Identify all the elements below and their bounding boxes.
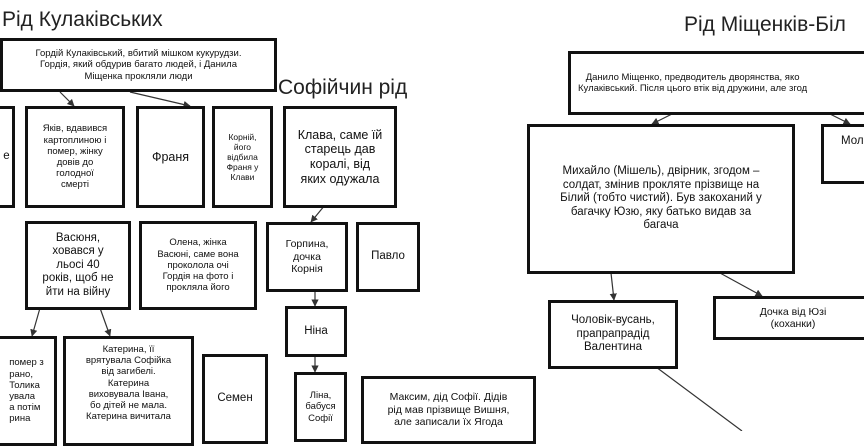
node-kornii bbox=[212, 106, 273, 208]
link-vasyunya-kateryna bbox=[100, 308, 110, 336]
node-yakiv bbox=[25, 106, 125, 208]
link-cholovik-down bbox=[656, 367, 742, 431]
node-vasyunya-text: Васюня, ховався у льосі 40 років, щоб не йти на війну bbox=[42, 231, 114, 298]
node-mol bbox=[821, 124, 864, 184]
node-mol-text: Мол bbox=[841, 135, 864, 147]
node-dochka bbox=[713, 296, 864, 340]
node-maksym-text: Максим, дід Софії. Дідів рід мав прізвище Вишня, але записали їх Ягода bbox=[387, 391, 510, 429]
node-kornii-text: Корній, його відбила Франя у Клави bbox=[226, 131, 259, 183]
link-danylo-mykhailo bbox=[652, 114, 672, 124]
kulakivsky-family-title: Рід Кулаківських bbox=[2, 8, 163, 31]
node-kateryna bbox=[63, 336, 194, 446]
node-semen-text: Семен bbox=[217, 392, 253, 405]
node-mykhailo bbox=[527, 124, 795, 274]
node-lina bbox=[294, 372, 347, 442]
node-hordii-text: Гордій Кулаківський, вбитий мішком кукурудзи. Гордія, який обдурив багато людей, і Данила Міщенка прокляли люди bbox=[35, 48, 242, 82]
node-olena bbox=[139, 221, 257, 310]
node-left-partial-2 bbox=[0, 336, 57, 446]
node-lina-text: Ліна, бабуся Софії bbox=[305, 390, 336, 424]
node-cholovik bbox=[548, 300, 678, 369]
node-danylo-text: Данило Міщенко, предводитель дворянства, яко Кулаківський. Після цього втік від дружини, але згод bbox=[578, 71, 808, 94]
node-hordii bbox=[0, 38, 277, 92]
node-klava-text: Клава, саме їй старець дав коралі, від яких одужала bbox=[297, 127, 383, 186]
node-pavlo-text: Павло bbox=[371, 250, 405, 263]
link-hordii-yakiv bbox=[60, 92, 74, 106]
node-left-partial-1 bbox=[0, 106, 15, 208]
link-mykhailo-dochka bbox=[720, 273, 762, 296]
node-vasyunya bbox=[25, 221, 131, 310]
node-franya bbox=[136, 106, 205, 208]
node-nina bbox=[285, 306, 347, 357]
node-mykhailo-text: Михайло (Мішель), двірник, згодом – солдат, змінив прокляте прізвище на Білий (тобто чистий). Був закоханий у багачку Юзю, яку батько видав за багача bbox=[560, 165, 762, 232]
link-vasyunya-left bbox=[32, 308, 40, 336]
node-dochka-text: Дочка від Юзі (коханки) bbox=[759, 305, 827, 330]
node-horpyna-text: Горпина, дочка Корнія bbox=[285, 238, 329, 276]
node-pavlo bbox=[356, 222, 420, 292]
node-maksym bbox=[361, 376, 536, 444]
node-nina-text: Ніна bbox=[304, 324, 328, 337]
node-cholovik-text: Чоловік-вусань, прапрапрадід Валентина bbox=[571, 314, 655, 354]
node-left-partial-2-text: помер з рано, Толика увала а потім рина bbox=[9, 357, 44, 425]
link-danylo-right bbox=[830, 114, 850, 124]
node-franya-text: Франя bbox=[151, 149, 190, 164]
node-olena-text: Олена, жінка Васюні, саме вона проколола очі Гордія на фото і прокляла його bbox=[157, 237, 239, 294]
node-left-partial-1-text: е bbox=[3, 150, 10, 163]
node-horpyna bbox=[266, 222, 348, 292]
node-danylo bbox=[568, 51, 864, 115]
node-klava bbox=[283, 106, 397, 208]
node-kateryna-text: Катерина, її врятувала Софійка від загибелі. Катерина виховувала Івана, бо дітей не мала. Катерина вичитала bbox=[85, 344, 172, 423]
mishchenko-family-title: Рід Міщенків-Біл bbox=[684, 13, 846, 36]
link-hordii-franya bbox=[130, 92, 190, 106]
node-yakiv-text: Яків, вдавився картоплиною і помер, жінку довів до голодної смерті bbox=[42, 123, 108, 191]
sofia-family-title: Софійчин рід bbox=[278, 76, 408, 99]
link-mykhailo-cholovik bbox=[611, 273, 614, 300]
